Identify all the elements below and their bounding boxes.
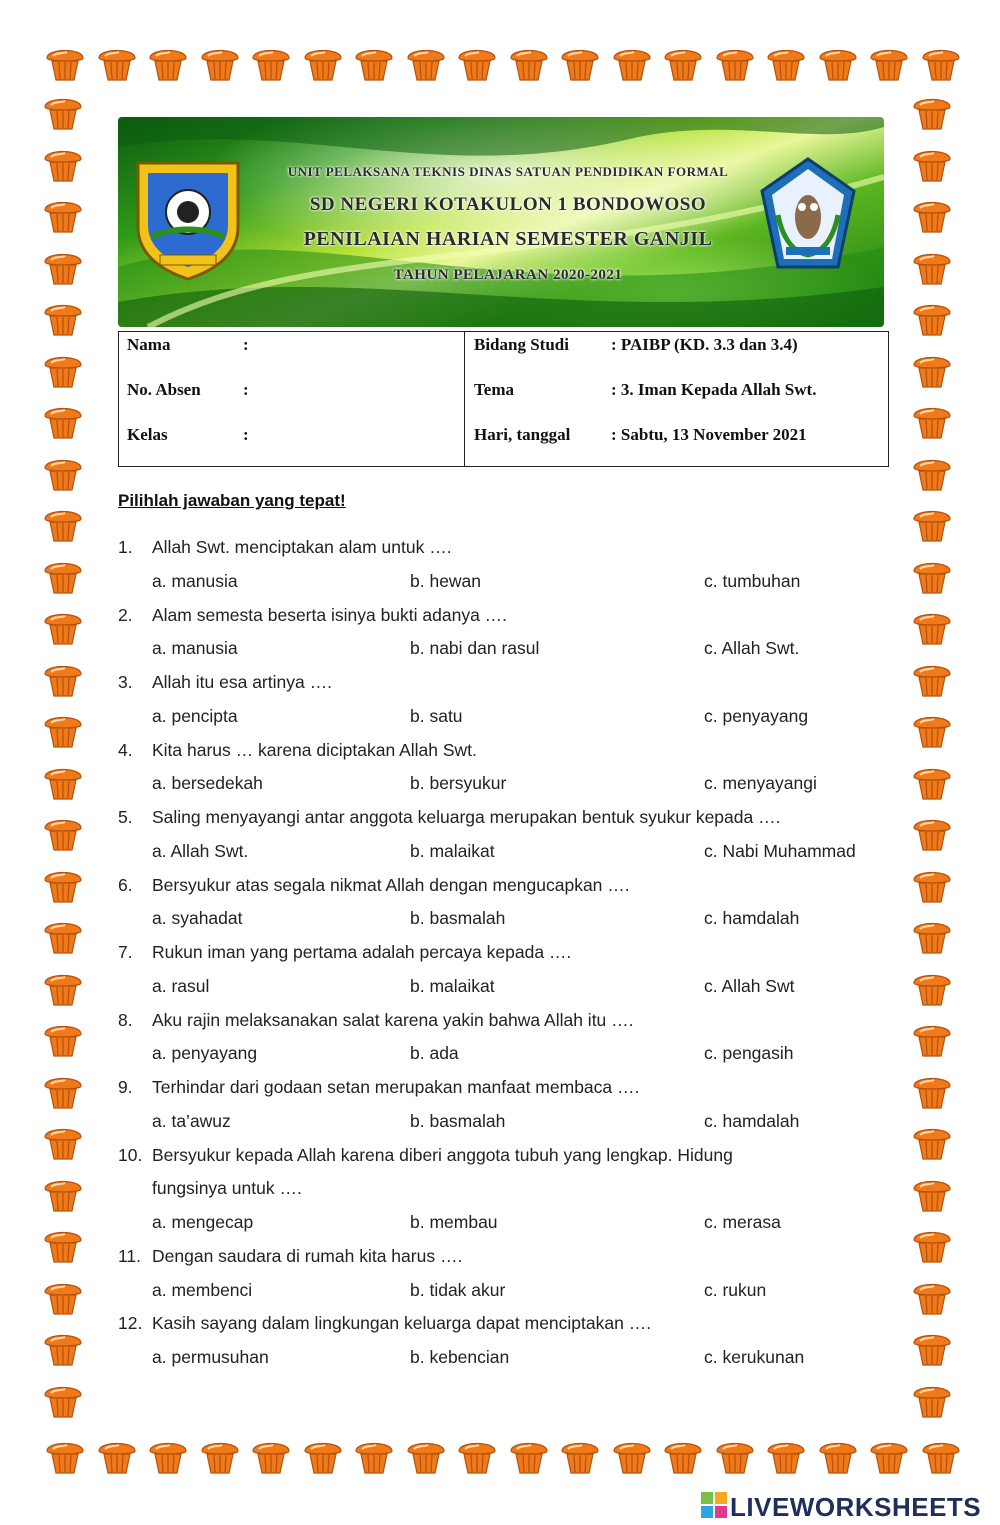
question-text: Bersyukur atas segala nikmat Allah dengan mengucapkan …. <box>152 874 630 895</box>
question-number: 12. <box>118 1313 143 1334</box>
bidang-studi-value: : PAIBP (KD. 3.3 dan 3.4) <box>611 335 798 354</box>
question-text: fungsinya untuk …. <box>152 1178 302 1199</box>
question-number: 8. <box>118 1009 133 1030</box>
question-number: 9. <box>118 1077 133 1097</box>
muffin-icon <box>912 1329 952 1367</box>
option-b: b. tidak akur <box>410 1279 506 1300</box>
muffin-icon <box>43 763 83 801</box>
muffin-icon <box>869 1437 909 1475</box>
muffin-icon <box>912 196 952 234</box>
muffin-icon <box>43 608 83 646</box>
question-text: Rukun iman yang pertama adalah percaya kepada …. <box>152 942 572 962</box>
question-number: 11. <box>118 1245 142 1266</box>
muffin-icon <box>43 93 83 131</box>
muffin-icon <box>43 866 83 904</box>
muffin-icon <box>715 44 755 82</box>
muffin-icon <box>912 1020 952 1058</box>
option-c: c. tumbuhan <box>704 570 801 591</box>
question-text: Aku rajin melaksanakan salat karena yakin bahwa Allah itu …. <box>152 1009 634 1030</box>
option-b: b. malaikat <box>410 975 495 996</box>
absen-label: No. Absen <box>127 380 201 399</box>
muffin-icon <box>912 557 952 595</box>
tema-label: Tema <box>474 380 514 399</box>
muffin-icon <box>663 1437 703 1475</box>
banner-unit-line: UNIT PELAKSANA TEKNIS DINAS SATUAN PENDIDIKAN FORMAL <box>287 164 729 179</box>
question-text: Allah itu esa artinya …. <box>152 672 332 692</box>
muffin-icon <box>766 1437 806 1475</box>
option-b: b. ada <box>410 1043 459 1064</box>
muffin-icon <box>406 44 446 82</box>
option-a: a. membenci <box>152 1279 253 1300</box>
option-a: a. ta’awuz <box>152 1110 231 1131</box>
option-b: b. satu <box>410 705 463 726</box>
info-table-divider <box>464 332 465 466</box>
muffin-icon <box>200 1437 240 1475</box>
muffin-icon <box>560 1437 600 1475</box>
muffin-icon <box>912 866 952 904</box>
nama-colon: : <box>243 335 249 354</box>
muffin-icon <box>912 351 952 389</box>
muffin-icon <box>912 93 952 131</box>
muffin-icon <box>97 44 137 82</box>
option-c: c. hamdalah <box>704 1110 800 1131</box>
nama-label: Nama <box>127 335 171 354</box>
muffin-icon <box>45 44 85 82</box>
liveworksheets-watermark: LIVEWORKSHEETS <box>730 1492 982 1522</box>
muffin-icon <box>912 145 952 183</box>
muffin-icon <box>912 660 952 698</box>
muffin-icon <box>912 1072 952 1110</box>
option-a: a. permusuhan <box>152 1347 269 1367</box>
question-number: 5. <box>118 807 133 827</box>
muffin-icon <box>43 299 83 337</box>
kelas-label: Kelas <box>127 425 168 444</box>
option-b: b. membau <box>410 1212 498 1232</box>
muffin-icon <box>43 557 83 595</box>
option-a: a. pencipta <box>152 705 238 726</box>
muffin-icon <box>43 1381 83 1419</box>
banner-academic-year: TAHUN PELAJARAN 2020-2021 <box>393 267 623 283</box>
kelas-colon: : <box>243 425 249 444</box>
muffin-icon <box>43 402 83 440</box>
muffin-icon <box>354 44 394 82</box>
question-number: 6. <box>118 874 133 895</box>
question-text: Bersyukur kepada Allah karena diberi anggota tubuh yang lengkap. Hidung <box>152 1144 733 1165</box>
option-c: c. rukun <box>704 1279 767 1300</box>
option-c: c. pengasih <box>704 1043 794 1064</box>
option-a: a. rasul <box>152 975 210 996</box>
muffin-icon <box>43 969 83 1007</box>
muffin-icon <box>509 44 549 82</box>
muffin-icon <box>43 505 83 543</box>
owl-emblem-icon <box>758 155 858 275</box>
hari-tanggal-value: : Sabtu, 13 November 2021 <box>611 425 807 444</box>
muffin-icon <box>912 402 952 440</box>
muffin-icon <box>457 44 497 82</box>
option-a: a. Allah Swt. <box>152 840 249 861</box>
muffin-icon <box>43 660 83 698</box>
muffin-icon <box>43 1278 83 1316</box>
muffin-icon <box>251 44 291 82</box>
muffin-icon <box>303 1437 343 1475</box>
muffin-icon <box>43 1226 83 1264</box>
question-text: Saling menyayangi antar anggota keluarga merupakan bentuk syukur kepada …. <box>152 807 781 827</box>
student-info-table <box>118 331 889 467</box>
option-a: a. penyayang <box>152 1043 258 1064</box>
hari-tanggal-label: Hari, tanggal <box>474 425 571 444</box>
muffin-icon <box>912 608 952 646</box>
question-number: 7. <box>118 942 133 962</box>
question-number: 4. <box>118 739 133 760</box>
muffin-icon <box>921 1437 961 1475</box>
option-b: b. bersyukur <box>410 773 507 794</box>
muffin-icon <box>912 969 952 1007</box>
banner-school-name: SD NEGERI KOTAKULON 1 BONDOWOSO <box>309 194 707 215</box>
muffin-icon <box>148 44 188 82</box>
option-c: c. penyayang <box>704 705 809 726</box>
option-c: c. Nabi Muhammad <box>704 840 856 861</box>
option-a: a. syahadat <box>152 908 243 929</box>
muffin-icon <box>43 1175 83 1213</box>
question-text: Terhindar dari godaan setan merupakan manfaat membaca …. <box>152 1077 640 1097</box>
muffin-icon <box>560 44 600 82</box>
muffin-icon <box>912 505 952 543</box>
question-text: Alam semesta beserta isinya bukti adanya …. <box>152 604 508 625</box>
question-number: 3. <box>118 672 133 692</box>
muffin-icon <box>43 917 83 955</box>
muffin-icon <box>912 1123 952 1161</box>
muffin-icon <box>354 1437 394 1475</box>
muffin-icon <box>912 299 952 337</box>
muffin-icon <box>43 454 83 492</box>
muffin-icon <box>869 44 909 82</box>
muffin-icon <box>457 1437 497 1475</box>
muffin-icon <box>912 1175 952 1213</box>
option-b: b. malaikat <box>410 840 495 861</box>
muffin-icon <box>43 248 83 286</box>
option-a: a. mengecap <box>152 1212 254 1232</box>
question-number: 1. <box>118 537 133 557</box>
instruction-heading: Pilihlah jawaban yang tepat! <box>118 491 346 510</box>
muffin-icon <box>818 1437 858 1475</box>
option-c: c. merasa <box>704 1212 781 1232</box>
school-banner <box>118 117 884 327</box>
liveworksheets-logo-icon <box>700 1490 728 1520</box>
question-number: 10. <box>118 1144 143 1165</box>
muffin-icon <box>43 1072 83 1110</box>
question-text: Dengan saudara di rumah kita harus …. <box>152 1245 463 1266</box>
muffin-icon <box>43 814 83 852</box>
muffin-icon <box>912 711 952 749</box>
muffin-icon <box>43 1020 83 1058</box>
muffin-icon <box>303 44 343 82</box>
muffin-icon <box>663 44 703 82</box>
option-a: a. manusia <box>152 570 238 591</box>
option-b: b. kebencian <box>410 1347 510 1367</box>
option-a: a. manusia <box>152 638 238 659</box>
muffin-icon <box>912 248 952 286</box>
option-b: b. basmalah <box>410 1110 506 1131</box>
muffin-icon <box>912 814 952 852</box>
muffin-icon <box>45 1437 85 1475</box>
muffin-icon <box>251 1437 291 1475</box>
muffin-icon <box>43 1123 83 1161</box>
option-a: a. bersedekah <box>152 773 263 794</box>
muffin-icon <box>818 44 858 82</box>
muffin-icon <box>912 763 952 801</box>
muffin-icon <box>97 1437 137 1475</box>
absen-colon: : <box>243 380 249 399</box>
muffin-icon <box>921 44 961 82</box>
option-c: c. hamdalah <box>704 908 800 929</box>
option-b: b. nabi dan rasul <box>410 638 540 659</box>
muffin-icon <box>912 454 952 492</box>
muffin-icon <box>200 44 240 82</box>
muffin-icon <box>43 145 83 183</box>
question-text: Kita harus … karena diciptakan Allah Swt. <box>152 739 477 760</box>
option-c: c. kerukunan <box>704 1347 805 1367</box>
muffin-icon <box>715 1437 755 1475</box>
muffin-icon <box>612 44 652 82</box>
question-number: 2. <box>118 604 133 625</box>
question-text: Allah Swt. menciptakan alam untuk …. <box>152 537 452 557</box>
muffin-icon <box>766 44 806 82</box>
option-b: b. hewan <box>410 570 482 591</box>
bidang-studi-label: Bidang Studi <box>474 335 569 354</box>
tema-value: : 3. Iman Kepada Allah Swt. <box>611 380 817 399</box>
muffin-icon <box>912 1381 952 1419</box>
option-b: b. basmalah <box>410 908 506 929</box>
muffin-icon <box>406 1437 446 1475</box>
question-text: Kasih sayang dalam lingkungan keluarga dapat menciptakan …. <box>152 1313 652 1334</box>
option-c: c. menyayangi <box>704 773 817 794</box>
muffin-icon <box>912 917 952 955</box>
banner-exam-title: PENILAIAN HARIAN SEMESTER GANJIL <box>303 228 713 250</box>
regency-emblem-icon <box>130 157 246 282</box>
muffin-icon <box>509 1437 549 1475</box>
muffin-icon <box>148 1437 188 1475</box>
muffin-icon <box>43 711 83 749</box>
muffin-icon <box>43 196 83 234</box>
muffin-icon <box>43 1329 83 1367</box>
muffin-icon <box>43 351 83 389</box>
muffin-icon <box>912 1226 952 1264</box>
muffin-icon <box>612 1437 652 1475</box>
option-c: c. Allah Swt <box>704 975 795 996</box>
option-c: c. Allah Swt. <box>704 638 800 659</box>
muffin-icon <box>912 1278 952 1316</box>
